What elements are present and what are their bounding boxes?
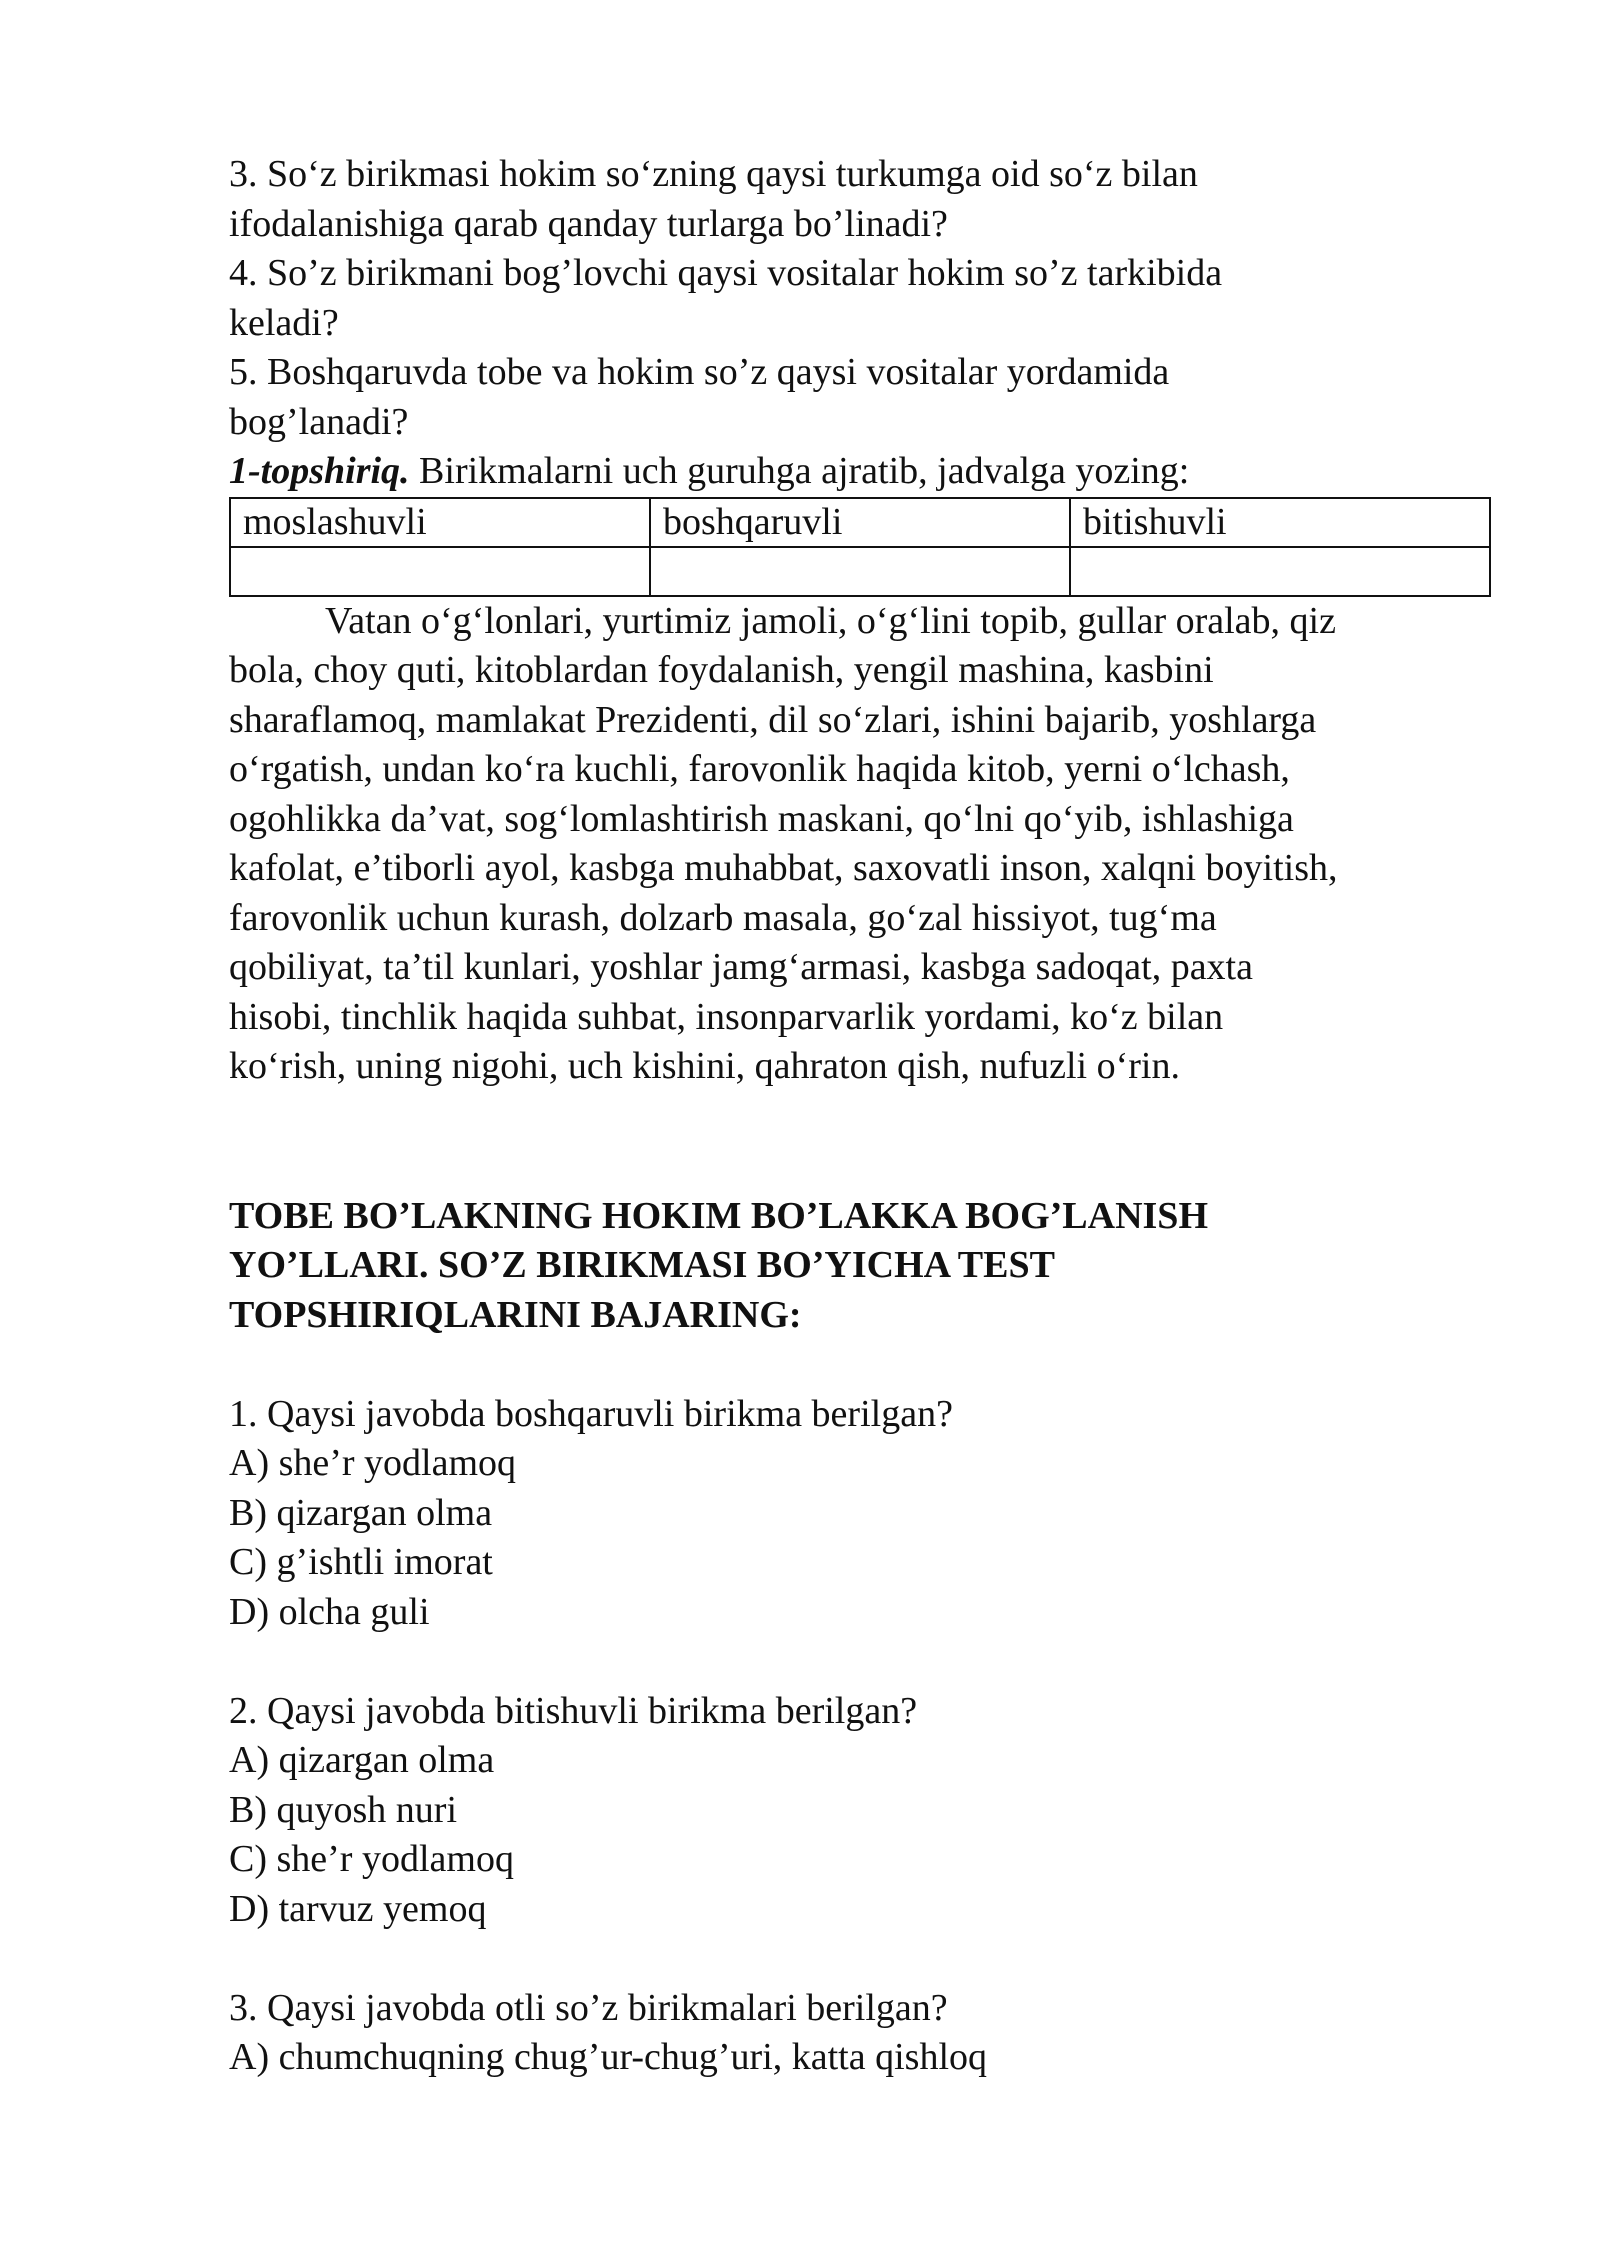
paragraph-line: qobiliyat, ta’til kunlari, yoshlar jamg‘armasi, kasbga sadoqat, paxta bbox=[229, 946, 1253, 988]
section-heading-line-1: TOBE BO’LAKNING HOKIM BO’LAKKA BOG’LANISH bbox=[229, 1194, 1209, 1237]
test-option: A) chumchuqning chug’ur-chug’uri, katta qishloq bbox=[229, 2036, 987, 2078]
task-1-heading bbox=[229, 447, 1489, 497]
section-heading-line-3: TOPSHIRIQLARINI BAJARING: bbox=[229, 1293, 802, 1336]
table-header-moslashuvli: moslashuvli bbox=[230, 498, 650, 547]
phrases-paragraph bbox=[229, 597, 1489, 1092]
section-heading bbox=[229, 1192, 1489, 1341]
table-empty-cell bbox=[650, 547, 1070, 596]
test-question-1-text: 1. Qaysi javobda boshqaruvli birikma berilgan? bbox=[229, 1392, 953, 1435]
test-question-3 bbox=[229, 1984, 1489, 2083]
spacer bbox=[229, 1934, 1489, 1984]
task-1-instruction: Birikmalarni uch guruhga ajratib, jadvalga yozing: bbox=[409, 450, 1190, 492]
paragraph-line: bola, choy quti, kitoblardan foydalanish, yengil mashina, kasbini bbox=[229, 649, 1214, 691]
question-3 bbox=[229, 150, 1489, 249]
question-4-line-2: keladi? bbox=[229, 301, 339, 344]
paragraph-line: hisobi, tinchlik haqida suhbat, insonparvarlik yordami, ko‘z bilan bbox=[229, 995, 1224, 1038]
paragraph-line: ogohlikka da’vat, sog‘lomlashtirish maskani, qo‘lni qo‘yib, ishlashiga bbox=[229, 797, 1294, 840]
table-empty-cell bbox=[230, 547, 650, 596]
test-option: B) quyosh nuri bbox=[229, 1788, 457, 1831]
test-option: C) g’ishtli imorat bbox=[229, 1541, 493, 1583]
question-4 bbox=[229, 249, 1489, 348]
test-question-2 bbox=[229, 1687, 1489, 1935]
table-header-bitishuvli: bitishuvli bbox=[1070, 498, 1490, 547]
document-page bbox=[229, 150, 1489, 2083]
test-question-2-text: 2. Qaysi javobda bitishuvli birikma berilgan? bbox=[229, 1689, 918, 1732]
paragraph-line: o‘rgatish, undan ko‘ra kuchli, farovonlik haqida kitob, yerni o‘lchash, bbox=[229, 748, 1290, 790]
question-5-line-1: 5. Boshqaruvda tobe va hokim so’z qaysi vositalar yordamida bbox=[229, 351, 1170, 393]
paragraph-line: farovonlik uchun kurash, dolzarb masala, go‘zal hissiyot, tug‘ma bbox=[229, 896, 1217, 939]
paragraph-line: ko‘rish, uning nigohi, uch kishini, qahraton qish, nufuzli o‘rin. bbox=[229, 1045, 1180, 1087]
paragraph-line: sharaflamoq, mamlakat Prezidenti, dil so‘zlari, ishini bajarib, yoshlarga bbox=[229, 698, 1317, 741]
grouping-table bbox=[229, 497, 1491, 597]
paragraph-line: Vatan o‘g‘lonlari, yurtimiz jamoli, o‘g‘lini topib, gullar oralab, qiz bbox=[325, 599, 1336, 642]
question-3-line-2: ifodalanishiga qarab qanday turlarga bo’linadi? bbox=[229, 202, 948, 245]
question-3-line-1: 3. So‘z birikmasi hokim so‘zning qaysi turkumga oid so‘z bilan bbox=[229, 153, 1198, 195]
test-option: A) qizargan olma bbox=[229, 1739, 495, 1781]
test-question-1 bbox=[229, 1390, 1489, 1638]
spacer bbox=[229, 1637, 1489, 1687]
table-empty-row bbox=[230, 547, 1490, 596]
question-4-line-1: 4. So’z birikmani bog’lovchi qaysi vositalar hokim so’z tarkibida bbox=[229, 252, 1223, 294]
section-heading-line-2: YO’LLARI. SO’Z BIRIKMASI BO’YICHA TEST bbox=[229, 1244, 1055, 1286]
question-5-line-2: bog’lanadi? bbox=[229, 400, 409, 443]
table-header-row bbox=[230, 498, 1490, 547]
test-option: B) qizargan olma bbox=[229, 1491, 493, 1534]
test-option: C) she’r yodlamoq bbox=[229, 1838, 514, 1880]
test-question-3-text: 3. Qaysi javobda otli so’z birikmalari berilgan? bbox=[229, 1986, 948, 2029]
paragraph-line: kafolat, e’tiborli ayol, kasbga muhabbat, saxovatli inson, xalqni boyitish, bbox=[229, 847, 1338, 889]
test-option: D) tarvuz yemoq bbox=[229, 1887, 487, 1930]
test-option: D) olcha guli bbox=[229, 1590, 430, 1633]
table-empty-cell bbox=[1070, 547, 1490, 596]
task-1-title: 1-topshiriq. bbox=[229, 450, 410, 492]
test-option: A) she’r yodlamoq bbox=[229, 1442, 517, 1484]
table-header-boshqaruvli: boshqaruvli bbox=[650, 498, 1070, 547]
spacer bbox=[229, 1340, 1489, 1390]
question-5 bbox=[229, 348, 1489, 447]
